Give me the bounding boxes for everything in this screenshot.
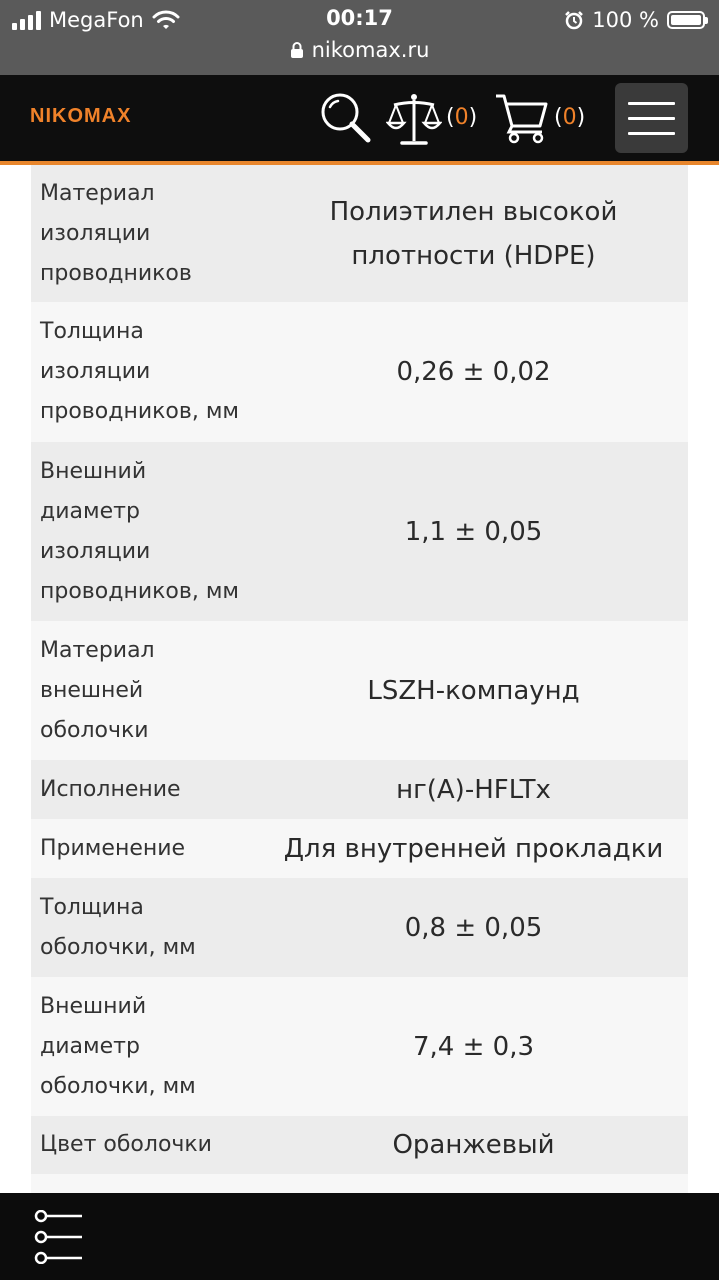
- spec-label: Внешний диаметр изоляции проводников, мм: [40, 458, 240, 604]
- table-row: [31, 302, 688, 442]
- table-row: [31, 442, 688, 621]
- table-row: [31, 977, 688, 1116]
- spec-label: Цвет оболочки: [40, 1132, 212, 1157]
- battery-percent: 100 %: [592, 8, 659, 32]
- spec-value: Оранжевый: [392, 1130, 555, 1160]
- list-icon[interactable]: [34, 1210, 84, 1264]
- url-text: nikomax.ru: [311, 38, 430, 62]
- site-header: [0, 75, 719, 165]
- table-row: [31, 760, 688, 819]
- spec-value: 7,4 ± 0,3: [412, 1031, 534, 1062]
- clock: 00:17: [326, 6, 393, 30]
- table-row: [31, 1116, 688, 1174]
- spec-value: 1,1 ± 0,05: [404, 516, 543, 547]
- spec-label: Внешний диаметр оболочки, мм: [40, 993, 196, 1099]
- status-right: [564, 6, 705, 34]
- scales-icon[interactable]: [386, 91, 442, 147]
- compare-count-value: 0: [454, 105, 469, 130]
- spec-label: Материал внешней оболочки: [40, 637, 155, 743]
- spec-label: Толщина оболочки, мм: [40, 894, 196, 960]
- spec-value: Полиэтилен высокой плотности (HDPE): [329, 196, 618, 271]
- spec-value: Для внутренней прокладки: [283, 833, 664, 864]
- search-icon[interactable]: [318, 91, 372, 145]
- spec-value: нг(A)-HFLTx: [396, 774, 551, 805]
- compare-count[interactable]: (0): [446, 105, 478, 130]
- alarm-icon: [564, 10, 584, 30]
- table-row: [31, 878, 688, 977]
- lock-icon: [290, 41, 304, 59]
- carrier-name: MegaFon: [49, 8, 144, 32]
- table-row: [31, 165, 688, 302]
- spec-label: Применение: [40, 835, 186, 861]
- cart-icon[interactable]: [494, 92, 550, 144]
- spec-value: 0,26 ± 0,02: [396, 357, 551, 387]
- bottom-toolbar: [0, 1193, 719, 1280]
- table-row: [31, 621, 688, 760]
- status-bar: [0, 0, 719, 75]
- cart-count-value: 0: [562, 105, 577, 130]
- specs-table: [31, 165, 688, 1214]
- spec-label: Материал изоляции проводников: [40, 180, 192, 286]
- battery-icon: [667, 11, 705, 29]
- nikomax-logo[interactable]: NIKOMAX: [30, 105, 132, 127]
- spec-value: LSZH-компаунд: [367, 675, 580, 706]
- menu-icon[interactable]: [615, 83, 688, 153]
- spec-label: Исполнение: [40, 776, 181, 802]
- address-bar[interactable]: [0, 38, 719, 62]
- spec-value: 0,8 ± 0,05: [404, 912, 543, 943]
- cart-count[interactable]: (0): [554, 105, 586, 130]
- spec-label: Толщина изоляции проводников, мм: [40, 319, 240, 424]
- table-row: [31, 819, 688, 878]
